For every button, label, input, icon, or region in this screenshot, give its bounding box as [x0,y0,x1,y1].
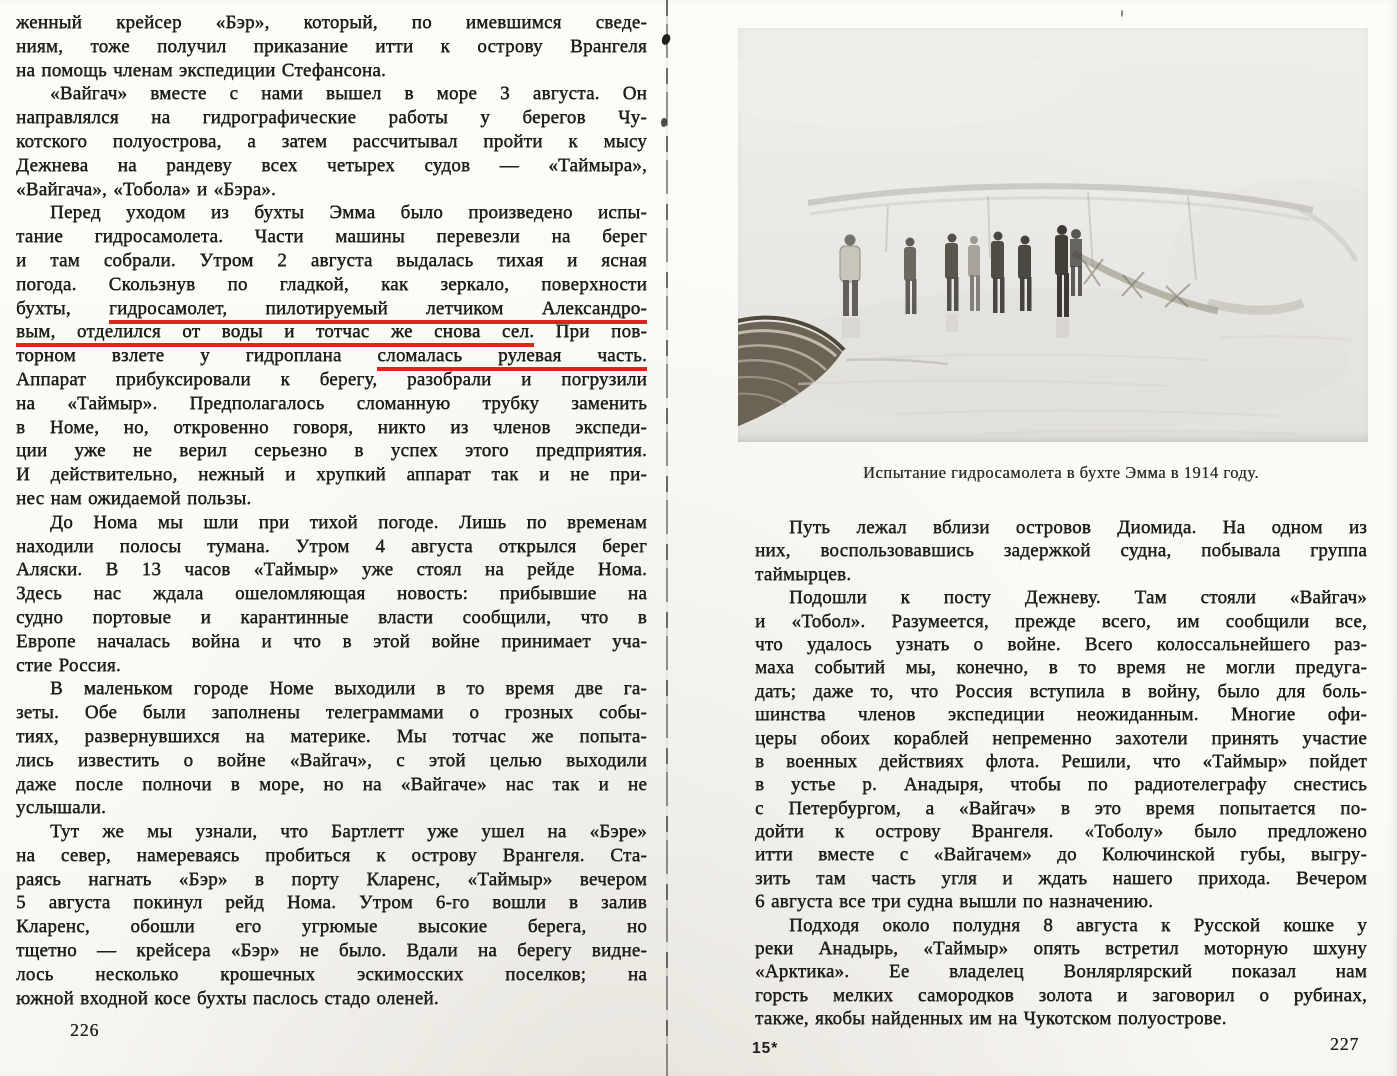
text-line [755,563,1367,586]
text-segment: них, воспользовавшись задержкой судна, побывала группа [755,540,1367,562]
text-line [16,891,647,915]
text-segment: женный крейсер «Бэр», который, по имевшимся сведе- [16,12,647,33]
text-line [16,11,647,35]
text-segment: «Вайгач» вместе с нами вышел в море 3 августа. Он [50,83,647,105]
right-page-number: 227 [1330,1034,1360,1054]
text-segment: котского полуострова, а затем рассчитывал пройти к мысу [16,130,647,152]
text-line [16,630,647,654]
text-segment: Тут же мы узнали, что Бартлетт уже ушел на «Бэре» [50,821,647,843]
text-segment: При пов- [534,321,648,343]
text-segment: на помощь членам экспедиции Стефансона. [16,59,386,81]
text-line [755,960,1367,983]
text-segment: судно портовые и карантинные власти сообщили, что в [16,606,647,628]
text-segment: Путь лежал вблизи островов Диомида. На одном из [789,517,1367,538]
text-line [755,843,1367,866]
text-line [16,773,647,797]
text-line [16,963,647,987]
text-segment: Европе началась война и что в этой войне принимает уча- [16,630,647,652]
photo-illustration [738,28,1368,442]
text-line [755,867,1367,890]
text-segment: тщетно — крейсера «Бэр» не было. Вдали на берегу видне- [16,940,647,962]
left-page-number: 226 [70,1020,100,1040]
text-line [16,511,647,535]
text-line [755,516,1367,539]
text-segment: и «Тобол». Разумеется, прежде всего, им сообщили все, [755,610,1367,632]
text-segment: тиях, развернувшихся на материке. Мы тотчас же попыта- [16,725,647,747]
text-segment: Здесь нас ждала ошеломляющая новость: прибывшие на [16,583,647,605]
text-line [16,273,647,297]
text-segment: на «Таймыр». Предполагалось сломанную трубку заменить [16,392,647,414]
text-line [16,725,647,749]
text-segment: также, якобы найденных им на Чукотском полуострове. [755,1008,1227,1030]
text-line [16,106,647,130]
text-segment: южной входной косе бухты паслось стадо оленей. [16,987,439,1009]
text-segment: даже после полночи в море, но на «Вайгаче» нас так и не [16,773,647,795]
text-segment: Подошли к посту Дежневу. Там стояли «Вайгач» [789,587,1367,609]
text-line [16,368,647,392]
red-underlined-text: сломалась рулевая часть. [377,345,647,371]
right-page-text [755,516,1367,1031]
text-segment: реки Анадырь, «Таймыр» опять встретил моторную шхуну [755,938,1367,960]
text-line [755,797,1367,820]
text-line [16,535,647,559]
text-segment: маха событий мы, конечно, в то время не могли предуга- [755,657,1367,679]
text-segment: услышали. [16,797,107,819]
text-line [755,890,1367,913]
text-segment: зить там часть угля и ждать нашего прихода. Вечером [755,867,1367,889]
text-segment: нес нам ожидаемой пользы. [16,487,252,509]
text-line [755,610,1367,633]
seaplane-test-photo [738,28,1368,442]
text-segment: зеты. Обе были заполнены телеграммами о грозных собы- [16,702,647,724]
text-line [16,487,647,511]
text-line [16,59,647,83]
text-line [16,344,647,368]
text-line [16,915,647,939]
ink-speck [661,33,671,46]
text-line [755,750,1367,773]
text-line [755,1007,1367,1030]
text-line [755,820,1367,843]
text-segment: в военных действиях флота. Решили, что «Таймыр» пойдет [755,750,1367,772]
text-line [755,703,1367,726]
text-segment: раясь нагнать «Бэр» в порту Кларенс, «Таймыр» вечером [16,868,647,890]
text-segment: шинства членов экспедиции неожиданным. Многие офи- [755,704,1367,726]
text-segment: торном взлете у гидроплана [16,345,378,367]
text-line [16,249,647,273]
text-line [755,680,1367,703]
text-segment: тание гидросамолета. Части машины перевезли на берег [16,226,647,248]
text-line [16,416,647,440]
text-segment: в Номе, но, откровенно говоря, никто из членов экспеди- [16,416,647,438]
red-underlined-text: вым, отделился от воды и тотчас же снова сел. [16,321,534,347]
text-line [16,35,647,59]
text-line [755,727,1367,750]
text-line [16,297,647,321]
text-segment: церы обоих кораблей непременно захотели принять участие [755,727,1367,749]
text-segment: находили полосы тумана. Утром 4 августа открылся берег [16,535,647,557]
text-segment: Подходя около полудня 8 августа к Русской кошке у [789,914,1367,936]
text-segment: в устье р. Анадыря, чтобы по радиотелеграфу снестись [755,774,1367,796]
text-line [16,582,647,606]
text-segment: на север, намереваясь пробиться к острову Врангеля. Ста- [16,844,647,866]
text-line [16,178,647,202]
text-line [16,987,647,1011]
text-segment: что удалось узнать о войне. Всего колоссальнейшего раз- [755,633,1367,655]
text-line [16,439,647,463]
text-line [16,606,647,630]
text-segment: ции уже не верил серьезно в успех этого предприятия. [16,440,647,462]
text-segment: направлялся на гидрографические работы у берегов Чу- [16,107,647,129]
ink-speck [1121,10,1123,17]
text-segment: стие Россия. [16,654,121,676]
text-segment: погода. Скользнув по гладкой, как зеркало, поверхности [16,273,647,295]
text-segment: бухты, [16,297,109,319]
text-segment: итти вместе с «Вайгачем» до Колючинской губы, выгру- [755,844,1367,866]
text-segment: с Петербургом, а «Вайгач» в это время попытается по- [755,797,1367,819]
text-line [16,796,647,820]
text-line [755,773,1367,796]
text-line [16,654,647,678]
text-line [755,539,1367,562]
text-line [755,937,1367,960]
text-segment: таймырцев. [755,563,852,585]
text-line [755,914,1367,937]
text-segment: 6 августа все три судна вышли по назначению. [755,891,1154,913]
text-segment: лось несколько крошечных эскимосских поселков; на [16,963,647,985]
text-segment: Дежнева на рандеву всех четырех судов — «Таймыра», [16,154,647,176]
text-line [16,868,647,892]
text-segment: Кларенс, обошли его угрюмые высокие берега, но [16,916,647,938]
photo-caption: Испытание гидросамолета в бухте Эмма в 1914 году. [863,463,1259,482]
text-line [16,130,647,154]
text-segment: Аляски. В 13 часов «Таймыр» уже стоял на рейде Нома. [16,559,647,581]
text-line [16,82,647,106]
text-line [16,749,647,773]
text-segment: дойти к острову Врангеля. «Тоболу» было предложено [755,821,1367,843]
text-line [16,844,647,868]
text-line [755,656,1367,679]
text-segment: «Вайгача», «Тобола» и «Бэра». [16,178,277,200]
text-line [755,633,1367,656]
text-line [16,820,647,844]
photo-mottling [738,44,1368,432]
text-line [755,984,1367,1007]
text-segment: Аппарат прибуксировали к берегу, разобрали и погрузили [16,368,647,390]
text-segment: И действительно, нежный и хрупкий аппарат так и не при- [16,464,647,486]
text-line [16,677,647,701]
text-line [16,225,647,249]
signature-mark: 15* [752,1040,779,1057]
text-segment: ниям, тоже получил приказание итти к острову Врангеля [16,35,647,57]
text-line [16,558,647,582]
text-segment: «Арктика». Ее владелец Вонлярлярский показал нам [755,961,1367,983]
page-gutter-line [666,0,668,1076]
text-line [16,701,647,725]
text-line [16,320,647,344]
text-segment: До Нома мы шли при тихой погоде. Лишь по временам [50,511,647,533]
text-line [16,463,647,487]
text-segment: горсть мелких самородков золота и заговорил о рубинах, [755,984,1367,1006]
text-line [16,154,647,178]
text-segment: В маленьком городе Номе выходили в то время две га- [50,678,647,700]
text-line [755,586,1367,609]
text-line [16,201,647,225]
red-underlined-text: гидросамолет, пилотируемый летчиком Александро- [109,298,647,324]
text-line [16,392,647,416]
text-segment: 5 августа покинул рейд Нома. Утром 6-го вошли в залив [16,892,647,914]
text-segment: дать; даже то, что Россия вступила в войну, было для боль- [755,680,1367,702]
text-line [16,939,647,963]
text-segment: лись известить о войне «Вайгач», с этой целью выходили [16,749,647,771]
text-segment: и там собрали. Утром 2 августа выдалась тихая и ясная [16,249,647,271]
text-segment: Перед уходом из бухты Эмма было произведено испы- [50,202,647,224]
left-page-text [16,11,647,1010]
